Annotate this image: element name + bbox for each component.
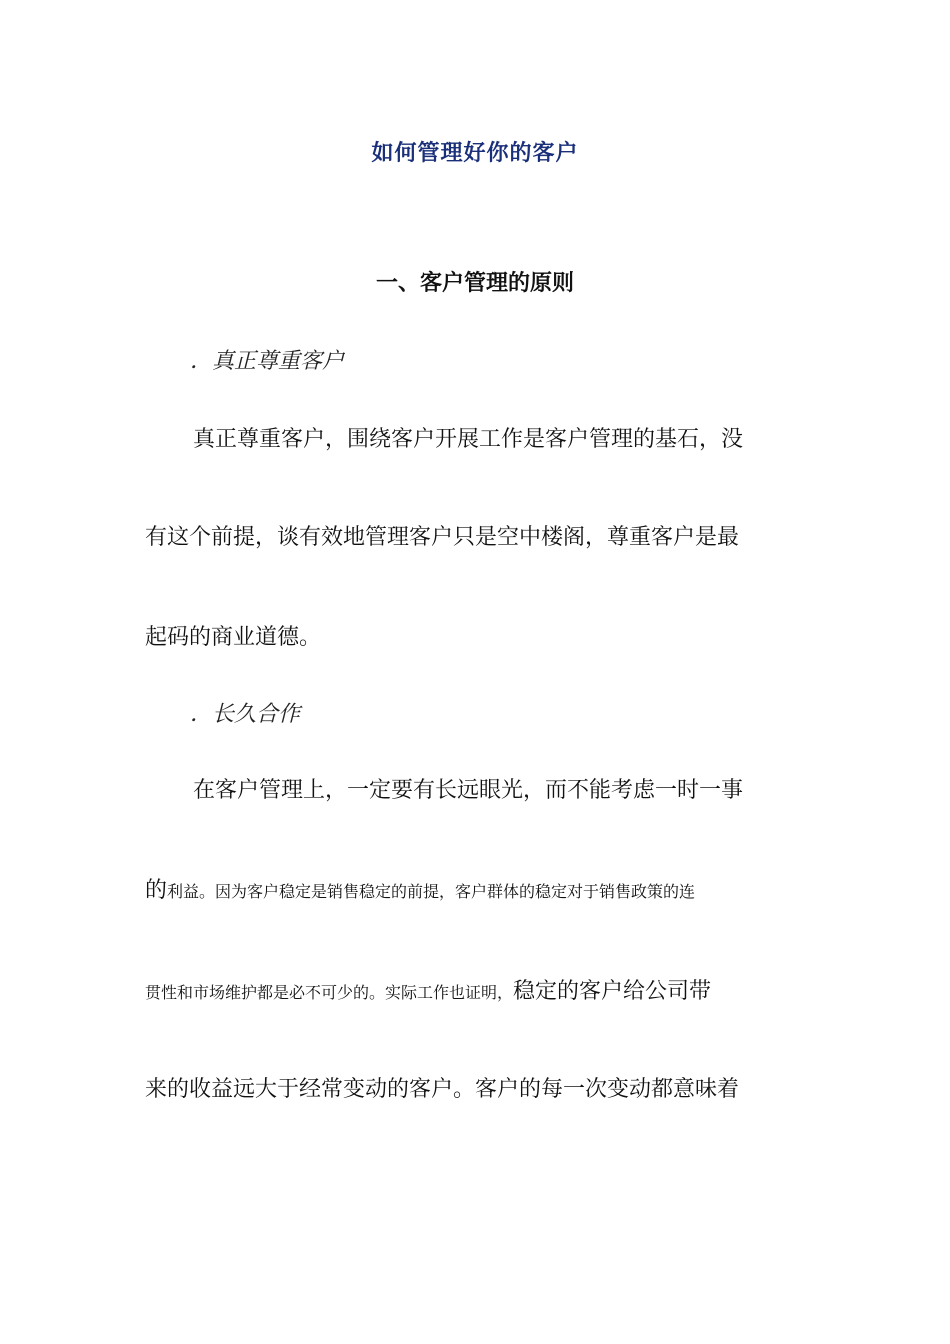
- subheading-respect-customers: ．真正尊重客户: [190, 349, 345, 374]
- document-title: 如何管理好你的客户: [371, 140, 579, 166]
- paragraph-line: 来的收益远大于经常变动的客户。客户的每一次变动都意味着: [145, 1077, 740, 1102]
- paragraph-text-small: 利益。因为客户稳定是销售稳定的前提，客户群体的稳定对于销售政策的连: [167, 882, 696, 901]
- subheading-long-term-cooperation: ．长久合作: [190, 702, 301, 727]
- paragraph-line: 在客户管理上，一定要有长远眼光，而不能考虑一时一事: [193, 778, 744, 803]
- paragraph-text-large: 稳定的客户给公司带: [513, 979, 712, 1004]
- paragraph-text-large: 的: [145, 878, 168, 903]
- paragraph-text-small: 贯性和市场维护都是必不可少的。实际工作也证明，: [145, 983, 514, 1002]
- paragraph-line: [145, 974, 805, 1005]
- section-heading: 一、客户管理的原则: [375, 270, 574, 296]
- paragraph-line: 真正尊重客户，围绕客户开展工作是客户管理的基石，没: [193, 427, 744, 452]
- paragraph-line: 起码的商业道德。: [145, 625, 322, 650]
- paragraph-line: [145, 873, 805, 904]
- paragraph-line: 有这个前提，谈有效地管理客户只是空中楼阁，尊重客户是最: [145, 525, 740, 550]
